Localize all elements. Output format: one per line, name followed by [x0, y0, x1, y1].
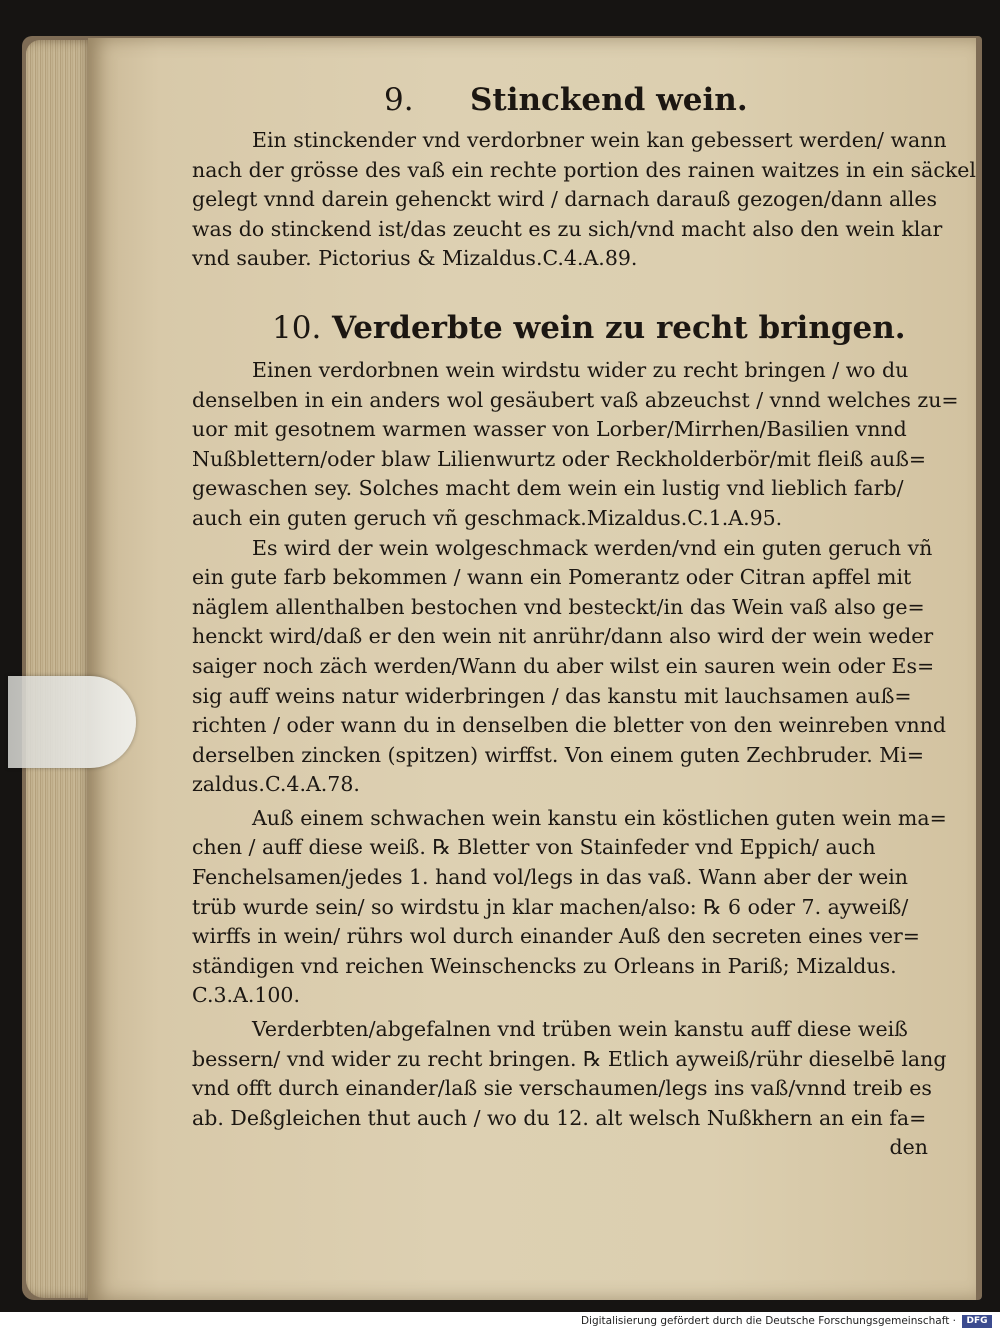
section-9-paragraph: [192, 126, 976, 274]
text-line: derselben zincken (spitzen) wirffst. Von einem guten Zechbruder. Mi=: [192, 742, 925, 767]
section-number: 9.: [384, 82, 414, 118]
text-line: Verderbten/abgefalnen vnd trüben wein kanstu auff diese weiß: [252, 1017, 908, 1042]
text-line: nach der grösse des vaß ein rechte portion des rainen waitzes in ein säckel: [192, 157, 976, 182]
text-line: gelegt vnnd darein gehenckt wird / darnach darauß gezogen/dann alles: [192, 187, 937, 212]
text-line: bessern/ vnd wider zu recht bringen. ℞ Etlich ayweiß/rühr dieselbē lang: [192, 1046, 947, 1071]
text-line: sig auff weins natur widerbringen / das kanstu mit lauchsamen auß=: [192, 683, 912, 708]
text-line: wirffs in wein/ rührs wol durch einander Auß den secreten eines ver=: [192, 924, 920, 949]
page-edges: [26, 40, 94, 1298]
text-line: Einen verdorbnen wein wirdstu wider zu recht bringen / wo du: [252, 357, 909, 382]
text-line: trüb wurde sein/ so wirdstu jn klar machen/also: ℞ 6 oder 7. ayweiß/: [192, 894, 909, 919]
text-line: C.3.A.100.: [192, 983, 300, 1008]
text-line: Fenchelsamen/jedes 1. hand vol/legs in das vaß. Wann aber der wein: [192, 865, 909, 890]
text-line: henckt wird/daß er den wein nit anrühr/dann also wird der wein weder: [192, 624, 934, 649]
section-heading-9: [192, 80, 940, 122]
text-line: vnd offt durch einander/laß sie verschaumen/legs ins vaß/vnnd treib es: [192, 1076, 932, 1101]
section-10-paragraph-1: [192, 356, 959, 534]
section-10-paragraph-2: [192, 534, 947, 800]
section-10-paragraph-3: [192, 804, 947, 1011]
text-line: Ein stinckender vnd verdorbner wein kan gebessert werden/ wann: [252, 128, 947, 152]
text-line: Nußblettern/oder blaw Lilienwurtz oder Reckholderbör/mit fleiß auß=: [192, 446, 927, 471]
text-line: richten / oder wann du in denselben die bletter von den weinreben vnnd: [192, 713, 947, 738]
text-line: Auß einem schwachen wein kanstu ein köstlichen guten wein ma=: [252, 805, 947, 830]
text-line: was do stinckend ist/das zeucht es zu sich/vnd macht also den wein klar: [192, 216, 943, 241]
section-10-paragraph-4: [192, 1015, 947, 1133]
section-title: Stinckend wein.: [470, 82, 748, 118]
text-line: Es wird der wein wolgeschmack werden/vnd ein guten geruch vñ: [252, 535, 933, 560]
text-line: zaldus.C.4.A.78.: [192, 772, 360, 797]
text-line: saiger noch zäch werden/Wann du aber wilst ein sauren wein oder Es=: [192, 653, 935, 678]
section-number: 10.: [272, 309, 322, 346]
catchword: den: [889, 1135, 928, 1160]
funding-credit: Digitalisierung gefördert durch die Deutsche Forschungsgemeinschaft ·: [580, 1315, 956, 1327]
text-line: ein gute farb bekommen / wann ein Pomerantz oder Citran apffel mit: [192, 565, 912, 590]
footer-bar: [0, 1312, 1000, 1332]
section-title: Verderbte wein zu recht bringen.: [332, 309, 906, 346]
text-line: chen / auff diese weiß. ℞ Bletter von Stainfeder vnd Eppich/ auch: [192, 835, 876, 860]
text-line: ab. Deßgleichen thut auch / wo du 12. alt welsch Nußkhern an ein fa=: [192, 1105, 927, 1130]
text-line: uor mit gesotnem warmen wasser von Lorber/Mirrhen/Basilien vnnd: [192, 417, 907, 442]
section-heading-10: [192, 308, 940, 350]
text-line: vnd sauber. Pictorius & Mizaldus.C.4.A.89.: [192, 246, 638, 271]
page-text: [192, 80, 976, 1163]
text-line: gewaschen sey. Solches macht dem wein ein lustig vnd lieblich farb/: [192, 476, 904, 501]
text-line: ständigen vnd reichen Weinschencks zu Orleans in Pariß; Mizaldus.: [192, 953, 897, 978]
plastic-page-tab: [8, 676, 136, 768]
dfg-logo: DFG: [962, 1315, 992, 1328]
text-line: denselben in ein anders wol gesäubert vaß abzeuchst / vnnd welches zu=: [192, 387, 959, 412]
text-line: auch ein guten geruch vñ geschmack.Mizaldus.C.1.A.95.: [192, 505, 783, 530]
text-line: näglem allenthalben bestochen vnd besteckt/in das Wein vaß also ge=: [192, 594, 925, 619]
